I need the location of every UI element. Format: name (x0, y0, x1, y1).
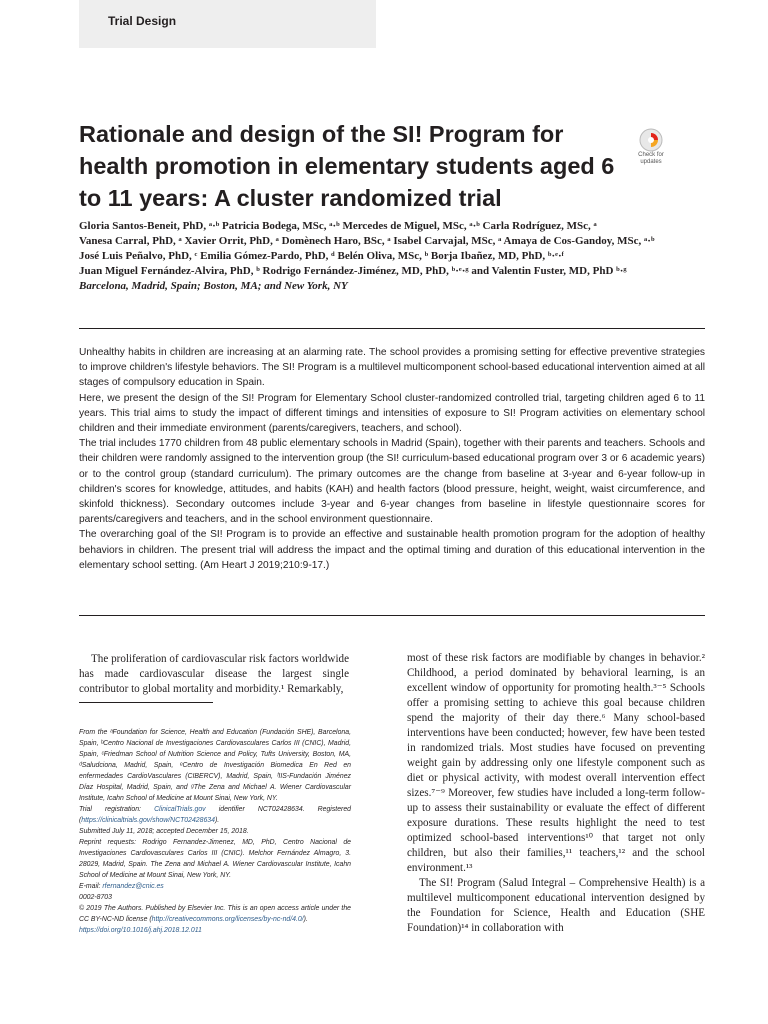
affiliations-note: From the ᵃFoundation for Science, Health and Education (Fundación SHE), Barcelona, Spain, ᵇCentro Nacional de Investigaciones Cardiovasculares Carlos III (CNIC), Madrid, Spain, ᶜFriedman School of Nutrition Science and Policy, Tufts University, Boston, MA, ᵈSaludciona, Madrid, Spain, ᵉCentro de Investigación Biomedica En Red en enfermedades CardioVasculares (CIBERCV), Madrid, Spain, ᶠIIS-Fundación Jiménez Díaz Hospital, Madrid, Spain, and ᵍThe Zena and Michael A. Wiener Cardiovascular Institute, Icahn School of Medicine at Mount Sinai, New York, NY. (79, 729, 351, 802)
registration-url-link[interactable]: https://clinicaltrials.gov/show/NCT02428634 (81, 817, 215, 824)
footnotes (79, 727, 351, 936)
issn: 0002-8703 (79, 894, 112, 901)
submission-dates: Submitted July 11, 2018; accepted December 15, 2018. (79, 828, 249, 835)
trial-registration-note (79, 804, 351, 826)
author-locations: Barcelona, Madrid, Spain; Boston, MA; and New York, NY (79, 280, 348, 292)
abstract-paragraph: The trial includes 1770 children from 48 public elementary schools in Madrid (Spain), together with their parents and teachers. Schools and their children were randomly assigned to the intervention group (the SI! curriculum-based educational program over 3 or 6 academic years) or to the control group (standard curriculum). The primary outcomes are the change from baseline at 3-year and 6-year follow-up in children's scores for knowledge, attitudes, and habits (KAH) and health factors (blood pressure, height, weight, waist circumference, and skinfold thickness). Secondary outcomes include 3-year and 6-year changes from baseline in lifestyle questionnaire scores for parents/caregivers and teachers, and in the school environment questionnaire. (79, 438, 705, 526)
email-label: E-mail: (79, 883, 103, 890)
author-line: Vanesa Carral, PhD, ᵃ Xavier Orrit, PhD, ᵃ Domènech Haro, BSc, ᵃ Isabel Carvajal, MSc, ᵃ Amaya de Cos-Gandoy, MSc, ᵃ·ᵇ (79, 235, 655, 247)
doi-link[interactable]: https://doi.org/10.1016/j.ahj.2018.12.011 (79, 927, 202, 934)
abstract (79, 345, 705, 573)
check-for-updates-icon (639, 128, 663, 152)
email-link[interactable]: rfernandez@cnic.es (102, 883, 164, 890)
abstract-bottom-rule (79, 615, 705, 616)
email-note (79, 881, 351, 892)
body-paragraph: The proliferation of cardiovascular risk factors worldwide has made cardiovascular disease the largest single contributor to global mortality and morbidity.¹ Remarkably, (79, 653, 349, 695)
copyright-text: © 2019 The Authors. Published by Elsevier Inc. This is an open access article under the CC BY-NC-ND license ( (79, 905, 351, 923)
abstract-paragraph: The overarching goal of the SI! Program is to provide an effective and sustainable health promotion program for the adoption of healthy behaviors in children. The present trial will address the impact and the optimal timing and duration of this educational intervention in the elementary school setting. (Am Heart J 2019;210:9-17.) (79, 529, 705, 571)
registration-id: identifier NCT02428634. Registered ( (79, 806, 351, 824)
body-column-left (79, 652, 349, 697)
copyright-note (79, 903, 351, 925)
abstract-paragraph: Here, we present the design of the SI! Program for Elementary School cluster-randomized controlled trial, targeting children aged 6 to 11 years. This trial aims to study the impact of different timings and intensities of exposure to SI! Program activities on elementary school children and their immediate environment (parents/caregivers, teachers, and school). (79, 392, 705, 435)
copyright-close: ). (303, 916, 308, 923)
abstract-top-rule (79, 328, 705, 329)
license-link[interactable]: http://creativecommons.org/licenses/by-nc-nd/4.0/ (151, 916, 304, 923)
clinicaltrials-link[interactable]: ClinicalTrials.gov (154, 806, 206, 813)
check-for-updates-badge[interactable] (632, 128, 670, 168)
abstract-paragraph: Unhealthy habits in children are increasing at an alarming rate. The school provides a promising setting for effective preventive strategies to improve children's lifestyle behaviors. The SI! Program is a multilevel multicomponent school-based educational intervention aimed at all stages of compulsory education in Spain. (79, 347, 705, 389)
article-title: Rationale and design of the SI! Program for health promotion in elementary students aged 6 to 11 years: A cluster randomized trial (79, 121, 615, 211)
body-paragraph: The SI! Program (Salud Integral – Comprehensive Health) is a multilevel multicomponent educational intervention designed by the Foundation for Science, Health and Education (SHE Foundation)¹⁴ in collaboration with (407, 877, 705, 934)
registration-label: Trial registration: (79, 806, 155, 813)
footnote-rule (79, 702, 213, 703)
badge-text-line2: updates (640, 159, 662, 165)
author-line: Gloria Santos-Beneit, PhD, ᵃ·ᵇ Patricia Bodega, MSc, ᵃ·ᵇ Mercedes de Miguel, MSc, ᵃ·ᵇ Carla Rodríguez, MSc, ᵃ (79, 220, 597, 232)
registration-close: ). (214, 817, 220, 824)
author-line: José Luis Peñalvo, PhD, ᶜ Emilia Gómez-Pardo, PhD, ᵈ Belén Oliva, MSc, ᵇ Borja Ibañez, MD, PhD, ᵇ·ᵉ·ᶠ (79, 250, 564, 262)
badge-text-line1: Check for (638, 152, 664, 158)
author-line: Juan Miguel Fernández-Alvira, PhD, ᵇ Rodrigo Fernández-Jiménez, MD, PhD, ᵇ·ᵉ·ᵍ and Valentin Fuster, MD, PhD ᵇ·ᵍ (79, 265, 627, 277)
reprint-requests: Reprint requests: Rodrigo Fernandez-Jimenez, MD, PhD, Centro Nacional de Investigaciones Cardiovasculares Carlos III (CNIC). Melchor Fernández Almagro, 3. 28029, Madrid, Spain. The Zena and Michael A. Wiener Cardiovascular Institute, Icahn School of Medicine at Mount Sinai, New York, NY. (79, 839, 351, 879)
author-list (79, 219, 719, 294)
body-column-right (407, 651, 705, 936)
section-label: Trial Design (108, 14, 177, 28)
body-paragraph: most of these risk factors are modifiable by changes in behavior.² Childhood, a period dominated by behavioral learning, is an excellent window of opportunity for promoting health.³⁻⁵ Schools offer a promising setting to achieve this goal because children spend the majority of their day there.⁶ Many school-based interventions have been conducted; however, few have been tested in randomized trials. Most studies have focused on preventing weight gain by addressing only one lifestyle component such as diet or physical activity, with modest overall intervention effect sizes.⁷⁻⁹ Moreover, few studies have included a long-term follow-up to assess their sustainability or evaluate the effect of different exposure durations. These results highlight the need to test optimized school-based interventions¹⁰ that target not only children, but also their families,¹¹ teachers,¹² and the school environment.¹³ (407, 652, 705, 874)
